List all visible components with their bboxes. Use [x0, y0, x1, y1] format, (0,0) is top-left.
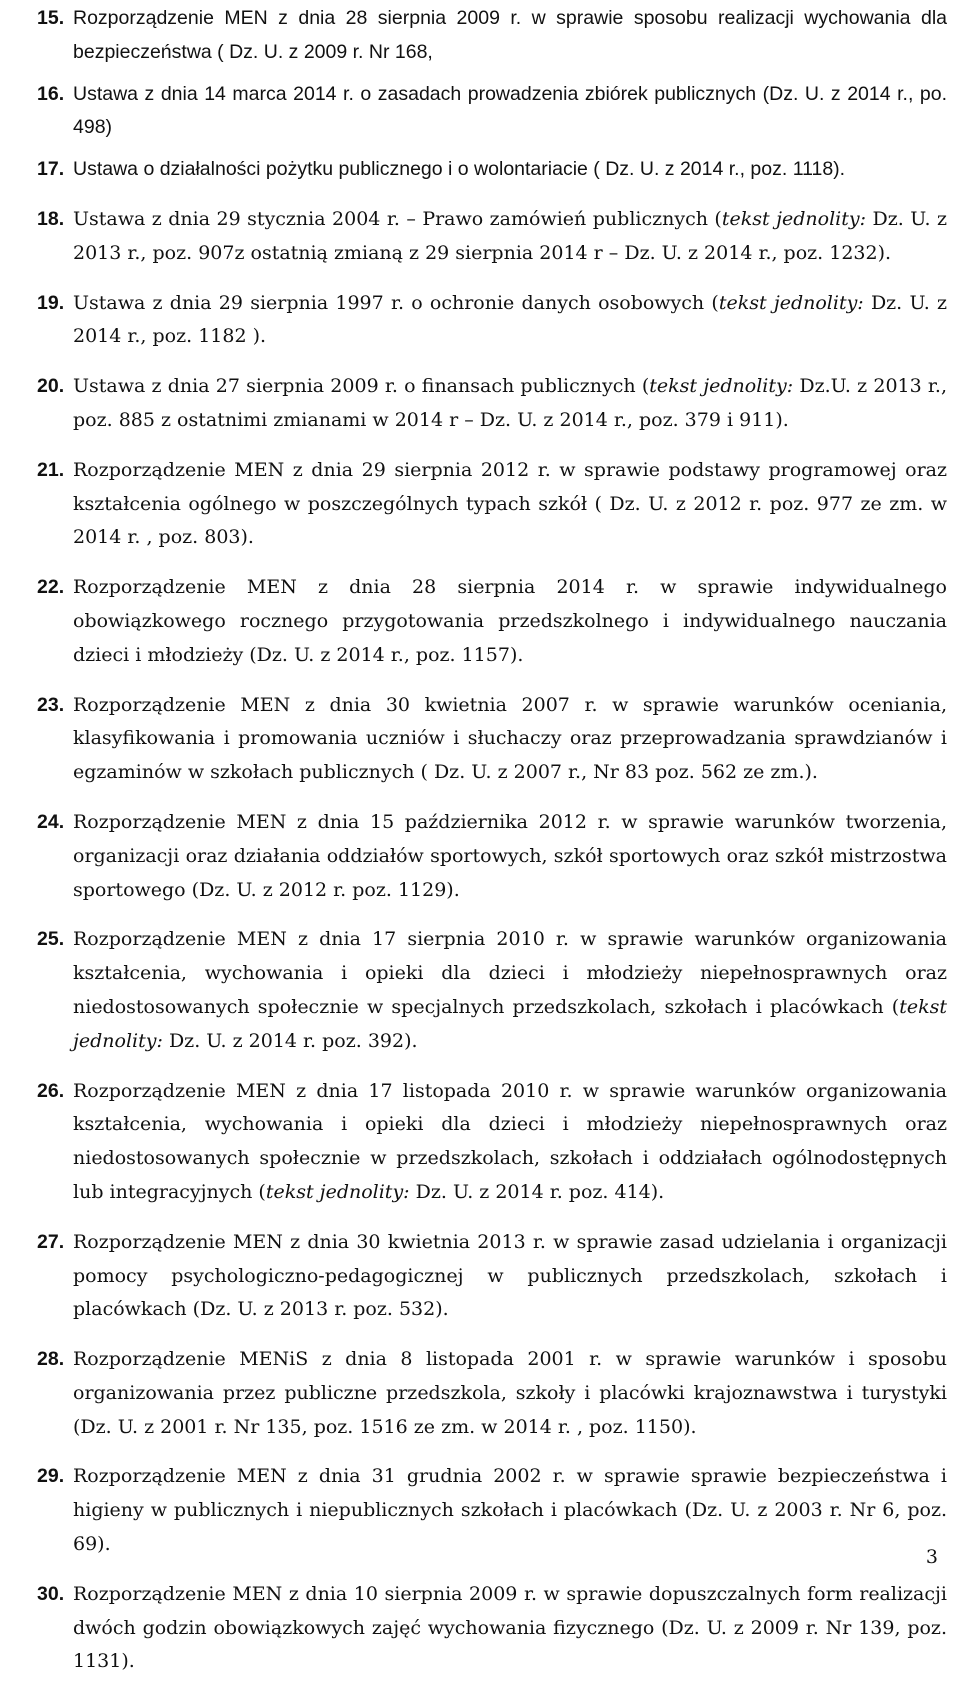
item-text-after: Dz. U. z 2014 r. poz. 392). — [162, 1029, 418, 1052]
item-number: 28. — [37, 1348, 65, 1371]
list-item — [37, 806, 947, 907]
list-item — [37, 454, 947, 555]
item-number: 21. — [37, 458, 65, 481]
item-text: Rozporządzenie MEN z dnia 30 kwietnia 2007 r. w sprawie warunków oceniania, klasyfikowania i promowania uczniów i słuchaczy oraz przeprowadzania sprawdzianów i egzaminów w szkołach publicznych ( Dz. U. z 2007 r., Nr 83 poz. 562 ze zm.). — [73, 693, 947, 784]
list-item — [37, 571, 947, 672]
item-text: Rozporządzenie MEN z dnia 31 grudnia 2002 r. w sprawie sprawie bezpieczeństwa i higieny w publicznych i niepublicznych szkołach i placówkach (Dz. U. z 2003 r. Nr 6, poz. 69). — [73, 1465, 947, 1556]
item-text-after: Dz.U. z 2013 r., poz. 885 z ostatnimi zmianami w 2014 r – Dz. U. z 2014 r., poz. 379 i 911). — [73, 375, 948, 431]
list-item — [37, 1343, 947, 1444]
item-number: 30. — [37, 1582, 65, 1605]
list-item — [37, 1226, 947, 1327]
item-text-before: Rozporządzenie MEN z dnia 17 listopada 2010 r. w sprawie warunków organizowania kształcenia, wychowania i opieki dla dzieci i młodzieży niepełnosprawnych oraz niedostosowanych społecznie w przedszkolach, szkołach i oddziałach ogólnodostępnych lub integracyjnych ( — [73, 1079, 947, 1203]
item-number: 15. — [37, 7, 65, 29]
item-text: Ustawa z dnia 14 marca 2014 r. o zasadach prowadzenia zbiórek publicznych (Dz. U. z 2014 r., po. 498) — [73, 82, 947, 139]
list-item — [37, 370, 947, 438]
item-number: 19. — [37, 291, 65, 314]
item-number: 29. — [37, 1465, 65, 1488]
page-number: 3 — [925, 1546, 938, 1568]
list-item — [37, 1578, 947, 1679]
list-item — [37, 78, 947, 146]
item-text: Rozporządzenie MEN z dnia 10 sierpnia 2009 r. w sprawie dopuszczalnych form realizacji dwóch godzin obowiązkowych zajęć wychowania fizycznego (Dz. U. z 2009 r. Nr 139, poz. 1131). — [73, 1582, 947, 1673]
list-item — [37, 153, 947, 187]
item-text-before: Ustawa z dnia 27 sierpnia 2009 r. o finansach publicznych ( — [73, 375, 650, 398]
item-text-before: Ustawa z dnia 29 stycznia 2004 r. – Prawo zamówień publicznych ( — [73, 207, 722, 230]
item-number: 23. — [37, 693, 65, 716]
item-number: 17. — [37, 158, 65, 181]
item-text-italic: tekst jednolity: — [73, 995, 947, 1052]
item-number: 20. — [37, 375, 65, 398]
item-number: 16. — [37, 82, 65, 105]
item-number: 26. — [37, 1079, 65, 1102]
item-text-italic: tekst jednolity: — [649, 375, 794, 398]
item-number: 25. — [37, 928, 65, 951]
list-item — [37, 1460, 947, 1561]
item-text-italic: tekst jednolity: — [265, 1180, 410, 1203]
list-item — [37, 1075, 947, 1210]
item-text-before: Ustawa z dnia 29 sierpnia 1997 r. o ochronie danych osobowych ( — [73, 291, 719, 314]
item-text: Rozporządzenie MEN z dnia 15 października 2012 r. w sprawie warunków tworzenia, organizacji oraz działania oddziałów sportowych, szkół sportowych oraz szkół mistrzostwa sportowego (Dz. U. z 2012 r. poz. 1129). — [73, 810, 947, 901]
list-item — [37, 2, 947, 70]
list-item — [37, 923, 947, 1058]
item-text-italic: tekst jednolity: — [721, 207, 866, 230]
item-text-after: Dz. U. z 2014 r., poz. 1182 ). — [73, 291, 947, 348]
item-text-italic: tekst jednolity: — [718, 291, 864, 314]
item-number: 18. — [37, 207, 65, 230]
item-text-after: Dz. U. z 2014 r. poz. 414). — [409, 1180, 665, 1203]
item-number: 22. — [37, 576, 65, 599]
item-text: Rozporządzenie MEN z dnia 28 sierpnia 2009 r. w sprawie sposobu realizacji wychowania dla bezpieczeństwa ( Dz. U. z 2009 r. Nr 168, — [73, 7, 947, 63]
item-text-after: Dz. U. z 2013 r., poz. 907z ostatnią zmianą z 29 sierpnia 2014 r – Dz. U. z 2014 r., poz. 1232). — [73, 207, 947, 264]
item-text-before: Rozporządzenie MEN z dnia 17 sierpnia 2010 r. w sprawie warunków organizowania kształcenia, wychowania i opieki dla dzieci i młodzieży niepełnosprawnych oraz niedostosowanych społecznie w specjalnych przedszkolach, szkołach i placówkach ( — [73, 928, 947, 1018]
item-number: 27. — [37, 1230, 65, 1253]
item-text: Ustawa o działalności pożytku publicznego i o wolontariacie ( Dz. U. z 2014 r., poz. 1118). — [73, 158, 846, 181]
item-number: 24. — [37, 810, 65, 833]
list-item — [37, 203, 947, 271]
item-text: Rozporządzenie MEN z dnia 29 sierpnia 2012 r. w sprawie podstawy programowej oraz kształcenia ogólnego w poszczególnych typach szkół ( Dz. U. z 2012 r. poz. 977 ze zm. w 2014 r. , poz. 803). — [73, 458, 947, 549]
item-text: Rozporządzenie MENiS z dnia 8 listopada 2001 r. w sprawie warunków i sposobu organizowania przez publiczne przedszkola, szkoły i placówki krajoznawstwa i turystyki (Dz. U. z 2001 r. Nr 135, poz. 1516 ze zm. w 2014 r. , poz. 1150). — [73, 1348, 947, 1438]
item-text: Rozporządzenie MEN z dnia 28 sierpnia 2014 r. w sprawie indywidualnego obowiązkowego rocznego przygotowania przedszkolnego i indywidualnego nauczania dzieci i młodzieży (Dz. U. z 2014 r., poz. 1157). — [73, 576, 947, 666]
list-item — [37, 287, 947, 355]
legal-references-list — [37, 2, 947, 1695]
item-text: Rozporządzenie MEN z dnia 30 kwietnia 2013 r. w sprawie zasad udzielania i organizacji pomocy psychologiczno-pedagogicznej w publicznych przedszkolach, szkołach i placówkach (Dz. U. z 2013 r. poz. 532). — [73, 1230, 947, 1321]
list-item — [37, 689, 947, 790]
